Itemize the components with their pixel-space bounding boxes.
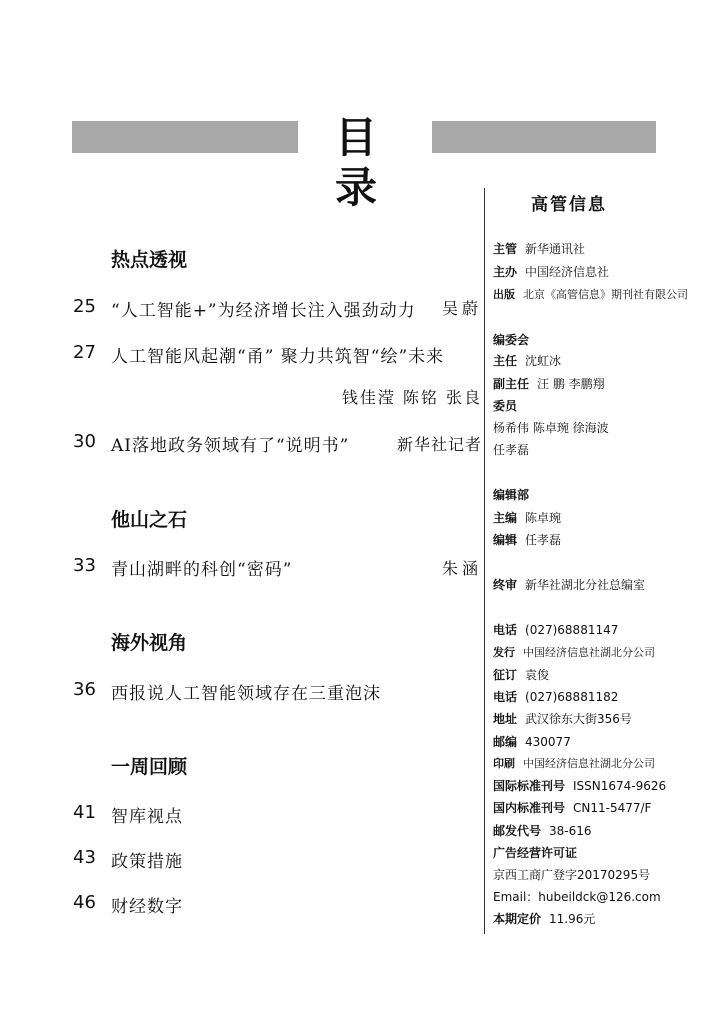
- masthead-line: 印刷 中国经济信息社湖北分公司: [493, 757, 655, 770]
- masthead-line: 邮编 430077: [493, 735, 571, 749]
- page-number: 41: [73, 802, 96, 823]
- column-divider: [484, 188, 485, 934]
- title-band-right: [432, 121, 656, 153]
- section-heading: 一周回顾: [111, 756, 188, 778]
- masthead-line: 广告经营许可证: [493, 846, 578, 860]
- masthead-line: 征订 袁俊: [493, 668, 550, 682]
- article-title: 智库视点: [111, 807, 183, 827]
- article-title: 人工智能风起潮“甬” 聚力共筑智“绘”未来: [111, 347, 445, 367]
- masthead-line: 主办 中国经济信息社: [493, 265, 610, 279]
- masthead-line: 任孝磊: [493, 443, 530, 457]
- article-author: 钱佳滢 陈铭 张良: [341, 388, 482, 407]
- masthead-line: 编辑 任孝磊: [493, 533, 562, 547]
- section-heading: 海外视角: [111, 632, 188, 654]
- article-title: AI落地政务领域有了“说明书”: [111, 436, 350, 456]
- title-band-left: [72, 121, 298, 153]
- page-number: 36: [73, 679, 96, 700]
- masthead-line: 国内标准刊号 CN11-5477/F: [493, 801, 652, 815]
- masthead-line: 国际标准刊号 ISSN1674-9626: [493, 779, 667, 793]
- article-title: 青山湖畔的科创“密码”: [111, 560, 293, 580]
- masthead-line: 京西工商广登字20170295号: [493, 868, 651, 882]
- masthead-line: 电话 (027)68881182: [493, 690, 619, 704]
- section-heading: 热点透视: [111, 249, 188, 271]
- masthead-line: 本期定价 11.96元: [493, 912, 596, 926]
- article-author: 朱涵: [441, 559, 482, 578]
- masthead-line: 主管 新华通讯社: [493, 242, 586, 256]
- masthead-line: 终审 新华社湖北分社总编室: [493, 578, 646, 592]
- masthead-line: 编辑部: [493, 488, 530, 502]
- article-title: 西报说人工智能领域存在三重泡沫: [111, 684, 381, 704]
- masthead-line: 主编 陈卓琬: [493, 511, 562, 525]
- masthead-line: 委员: [493, 399, 518, 413]
- masthead-heading: 高管信息: [531, 195, 607, 215]
- article-author: 新华社记者: [396, 435, 482, 454]
- article-title: 政策措施: [111, 852, 183, 872]
- masthead-line: 邮发代号 38-616: [493, 824, 592, 838]
- masthead-line: Email：hubeildck@126.com: [493, 890, 661, 904]
- page-number: 25: [73, 296, 96, 317]
- masthead-line: 主任 沈虹冰: [493, 354, 562, 368]
- masthead-line: 发行 中国经济信息社湖北分公司: [493, 646, 655, 659]
- masthead-line: 杨希伟 陈卓琬 徐海波: [493, 421, 609, 435]
- article-title: “人工智能+”为经济增长注入强劲动力: [111, 301, 416, 321]
- article-author: 吴蔚: [441, 299, 482, 318]
- page-number: 30: [73, 431, 96, 452]
- masthead-line: 电话 (027)68881147: [493, 623, 619, 637]
- section-heading: 他山之石: [111, 509, 188, 531]
- masthead-line: 出版 北京《高管信息》期刊社有限公司: [493, 288, 688, 301]
- page-number: 27: [73, 342, 96, 363]
- page-number: 46: [73, 892, 96, 913]
- masthead-line: 地址 武汉徐东大街356号: [493, 712, 632, 726]
- page-title: 目 录: [300, 113, 430, 163]
- page-number: 33: [73, 555, 96, 576]
- article-title: 财经数字: [111, 897, 183, 917]
- page-number: 43: [73, 847, 96, 868]
- masthead-line: 编委会: [493, 333, 530, 347]
- masthead-line: 副主任 汪 鹏 李鹏翔: [493, 377, 605, 391]
